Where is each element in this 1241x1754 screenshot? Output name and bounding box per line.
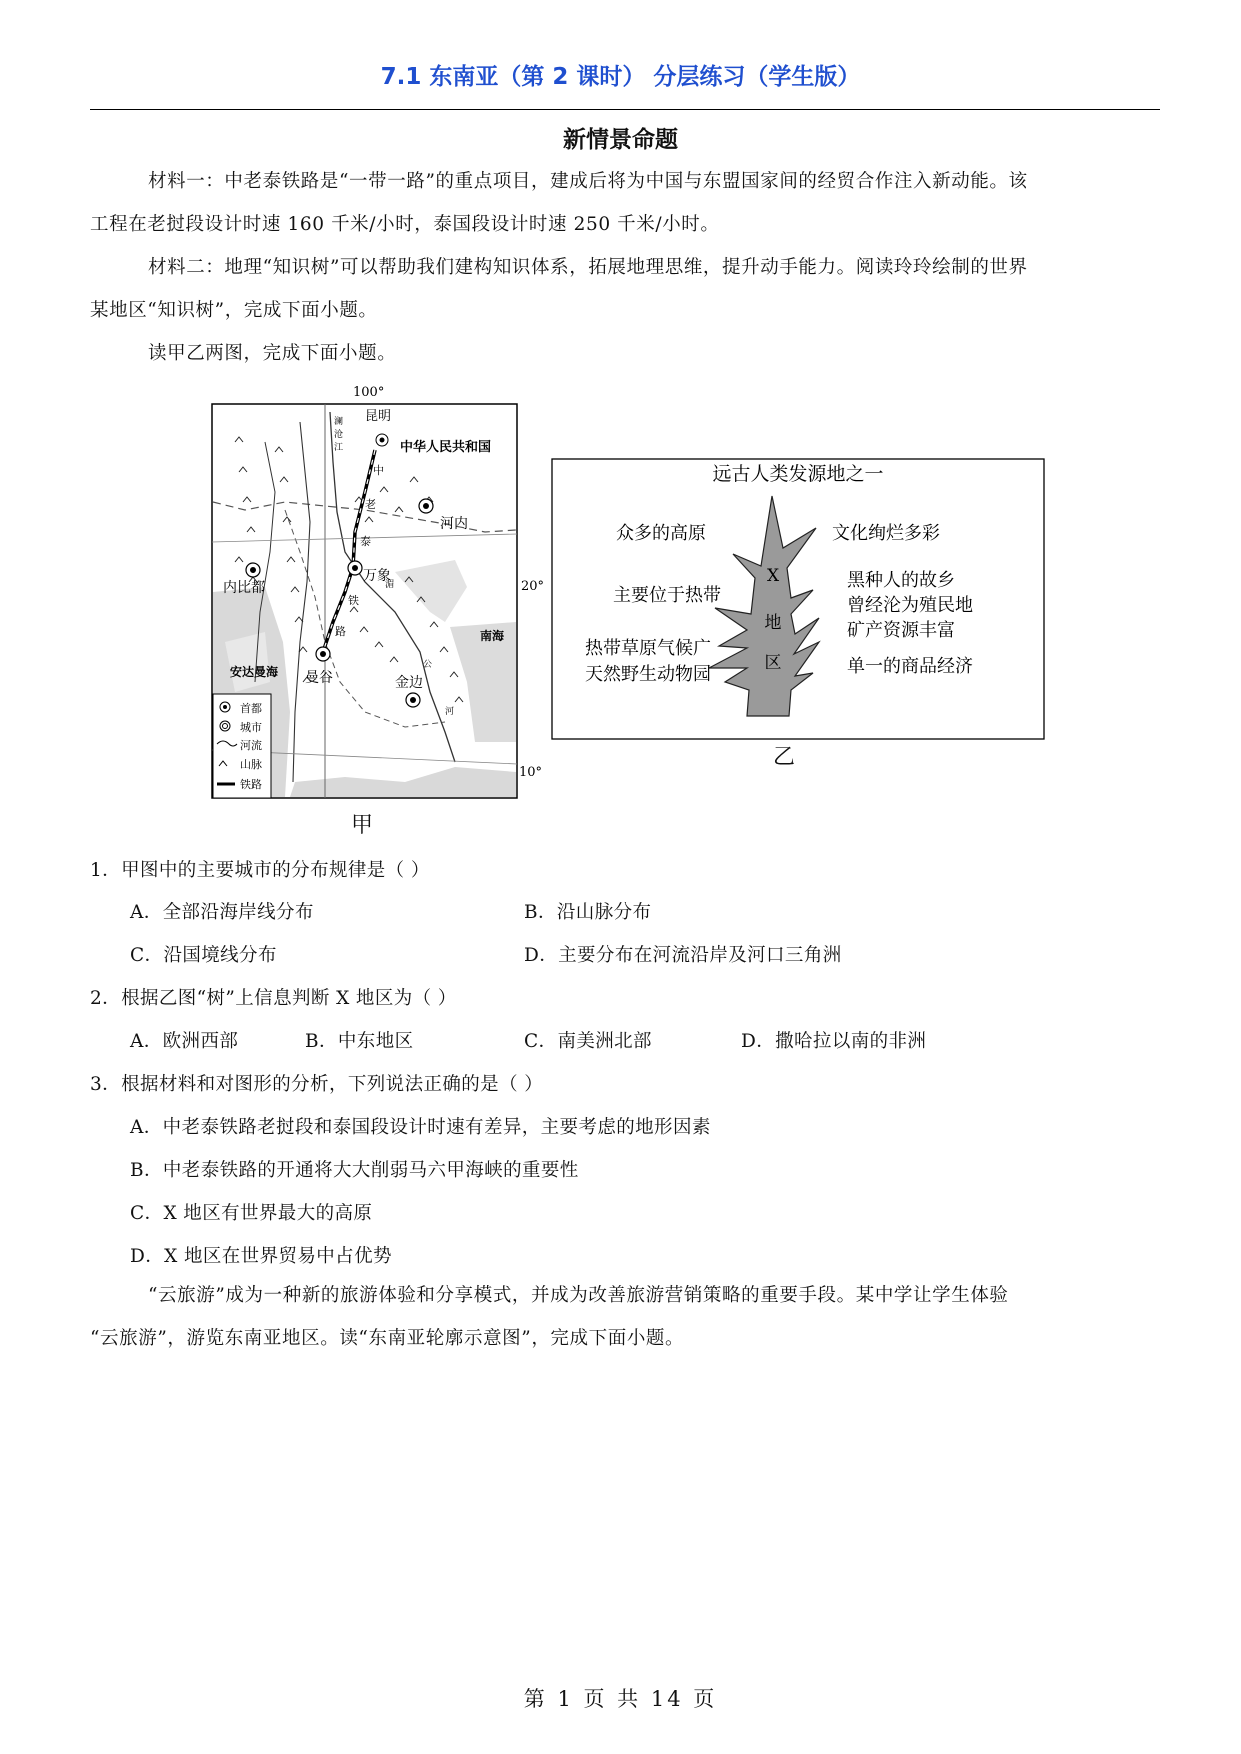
south-sea-label: 南海 — [480, 629, 505, 643]
kunming-label: 昆明 — [365, 409, 392, 424]
cloud-tour-intro — [90, 1274, 1160, 1360]
naypyidaw-dot-center — [250, 567, 256, 573]
rail-char-lu: 路 — [335, 625, 346, 638]
tree-left-2: 主要位于热带 — [613, 585, 721, 606]
tree-right-3: 曾经沦为殖民地 — [847, 595, 973, 616]
page-title: 7.1 东南亚（第 2 课时） 分层练习（学生版） — [380, 64, 861, 90]
question-3-option-c[interactable]: C．X 地区有世界最大的高原 — [130, 1203, 373, 1224]
page-footer: 第 1 页 共 14 页 — [523, 1687, 718, 1711]
vientiane-dot-center — [352, 565, 358, 571]
mekong-char2: 公 — [423, 660, 433, 670]
china-label: 中华人民共和国 — [400, 440, 492, 455]
cloud-tour-line2: “云旅游”，游览东南亚地区。读“东南亚轮廓示意图”，完成下面小题。 — [90, 1328, 685, 1349]
tree-left-1: 众多的高原 — [616, 523, 706, 544]
rail-char-zhong: 中 — [373, 464, 384, 477]
material-one-line1: 材料一：中老泰铁路是“一带一路”的重点项目，建成后将为中国与东盟国家间的经贸合作注入新动能。该 — [148, 171, 1028, 192]
lat10-label: 10° — [519, 765, 543, 780]
legend-capital-icon-center — [223, 705, 227, 709]
question-3-stem: 3．根据材料和对图形的分析，下列说法正确的是（ ） — [90, 1074, 544, 1095]
material-two-line2: 某地区“知识树”，完成下面小题。 — [90, 300, 378, 321]
tree-top-label: 远古人类发源地之一 — [712, 463, 884, 485]
tree-left-4: 天然野生动物园 — [585, 664, 711, 685]
legend-label-city: 城市 — [240, 721, 262, 734]
tree-trunk-di: 地 — [764, 613, 782, 633]
question-3-option-d[interactable]: D．X 地区在世界贸易中占优势 — [130, 1246, 392, 1267]
kunming-dot-center — [380, 438, 385, 443]
vientiane-label: 万象 — [363, 568, 391, 584]
rail-char-lao: 老 — [365, 498, 376, 511]
lancang-char3: 江 — [334, 443, 344, 453]
lancang-char1: 澜 — [334, 417, 344, 427]
question-2-stem: 2．根据乙图“树”上信息判断 X 地区为（ ） — [90, 988, 457, 1009]
read-instruction — [90, 332, 1160, 375]
material-one — [90, 160, 1160, 246]
phnompenh-dot-center — [410, 697, 416, 703]
tree-yi-caption: 乙 — [773, 745, 796, 770]
legend-label-mountain: 山脉 — [240, 758, 262, 771]
question-3-option-a[interactable]: A．中老泰铁路老挝段和泰国段设计时速有差异，主要考虑的地形因素 — [130, 1117, 711, 1138]
legend-label-river: 河流 — [240, 739, 262, 752]
knowledge-tree-yi — [551, 458, 1046, 740]
legend-city-icon — [220, 721, 230, 731]
legend-label-capital: 首都 — [240, 702, 262, 715]
bangkok-label: 曼谷 — [305, 670, 333, 686]
header-rule — [90, 109, 1160, 110]
tree-right-5: 单一的商品经济 — [847, 656, 973, 677]
cloud-tour-line1: “云旅游”成为一种新的旅游体验和分享模式，并成为改善旅游营销策略的重要手段。某中学让学生体验 — [148, 1285, 1009, 1306]
question-1-option-c[interactable]: C．沿国境线分布 — [130, 945, 277, 966]
phnompenh-label: 金边 — [395, 675, 423, 691]
naypyidaw-label: 内比都 — [223, 580, 265, 596]
question-1-option-d[interactable]: D．主要分布在河流沿岸及河口三角洲 — [524, 945, 842, 966]
rail-char-tie: 铁 — [348, 594, 359, 607]
question-1-option-a[interactable]: A．全部沿海岸线分布 — [130, 902, 314, 923]
tree-left-3: 热带草原气候广 — [585, 638, 711, 659]
mekong-char1: 湄 — [385, 580, 395, 590]
question-1-option-b[interactable]: B．沿山脉分布 — [524, 902, 652, 923]
question-2-option-d[interactable]: D．撒哈拉以南的非洲 — [741, 1031, 927, 1052]
material-two-line1: 材料二：地理“知识树”可以帮助我们建构知识体系，拓展地理思维，提升动手能力。阅读玲玲绘制的世界 — [148, 257, 1028, 278]
question-1-stem: 1．甲图中的主要城市的分布规律是（ ） — [90, 860, 430, 881]
hanoi-dot-center — [423, 503, 429, 509]
hanoi-label: 河内 — [440, 516, 468, 532]
tree-right-2: 黑种人的故乡 — [847, 570, 955, 591]
material-one-line2: 工程在老挝段设计时速 160 千米/小时，泰国段设计时速 250 千米/小时。 — [90, 214, 720, 235]
map-jia — [205, 382, 545, 814]
tree-right-4: 矿产资源丰富 — [847, 620, 955, 641]
legend-label-railway: 铁路 — [240, 778, 262, 791]
material-two — [90, 246, 1160, 332]
lat20-label: 20° — [521, 579, 545, 594]
rail-char-tai: 泰 — [360, 535, 371, 548]
mekong-char3: 河 — [445, 707, 455, 717]
question-2-option-b[interactable]: B．中东地区 — [305, 1031, 414, 1052]
bangkok-dot-center — [320, 651, 326, 657]
read-instruction-text: 读甲乙两图，完成下面小题。 — [148, 343, 397, 364]
question-2-option-a[interactable]: A．欧洲西部 — [130, 1031, 239, 1052]
lancang-char2: 沧 — [334, 430, 344, 440]
tree-trunk-x: X — [766, 566, 780, 586]
section-title: 新情景命题 — [563, 127, 678, 153]
andaman-label: 安达曼海 — [230, 665, 279, 679]
tree-right-1: 文化绚烂多彩 — [832, 523, 940, 544]
question-3-option-b[interactable]: B．中老泰铁路的开通将大大削弱马六甲海峡的重要性 — [130, 1160, 579, 1181]
question-2-option-c[interactable]: C．南美洲北部 — [524, 1031, 652, 1052]
lon-label: 100° — [353, 385, 385, 400]
tree-trunk-qu: 区 — [764, 653, 782, 673]
map-jia-caption: 甲 — [351, 813, 374, 838]
